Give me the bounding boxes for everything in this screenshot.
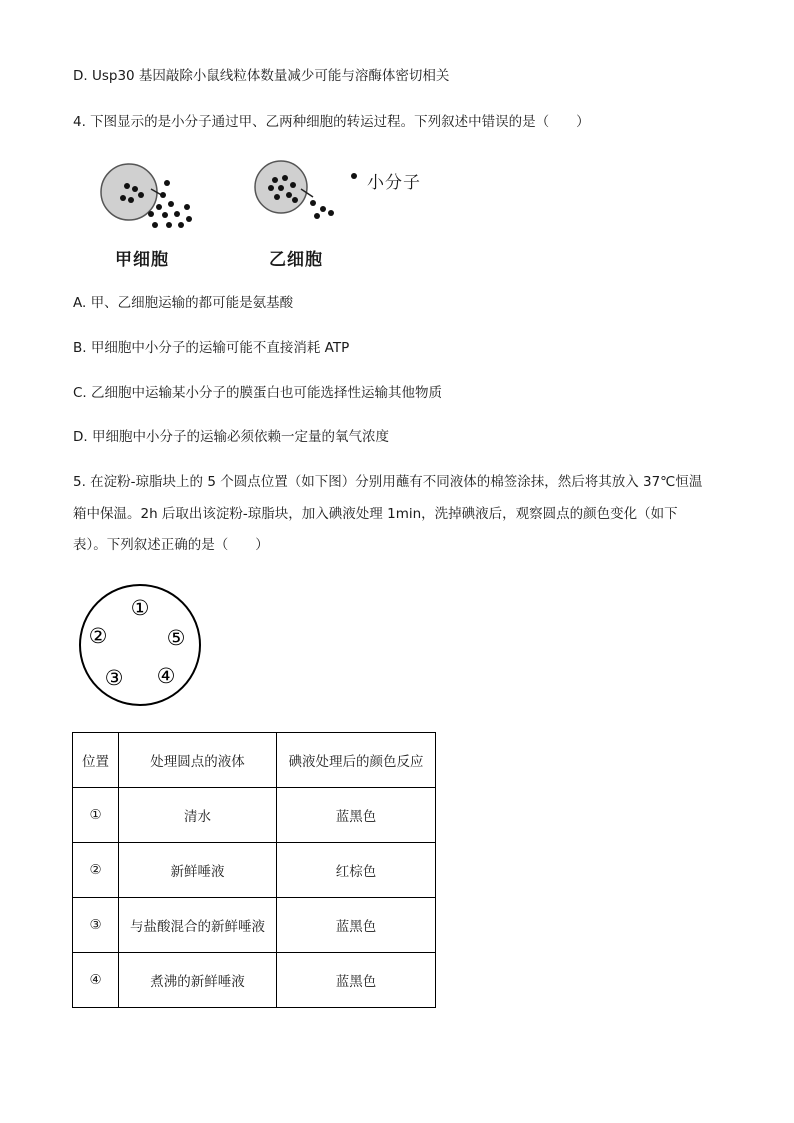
table-row (73, 953, 436, 1008)
table-row (73, 788, 436, 843)
spot-1: ① (130, 596, 150, 620)
q5-stem-line-1: 5. 在淀粉-琼脂块上的 5 个圆点位置（如下图）分别用蘸有不同液体的棉签涂抹，然后将其放入 37℃恒温 (73, 474, 703, 490)
spot-4: ④ (156, 664, 176, 688)
cell-liquid: 与盐酸混合的新鲜唾液 (119, 898, 277, 953)
agar-block-diagram (76, 583, 206, 709)
header-position: 位置 (73, 733, 119, 788)
cell-position: ① (73, 788, 119, 843)
legend-label-small-molecule: 小分子 (367, 173, 421, 193)
table-row (73, 898, 436, 953)
molecule-legend-dot (351, 173, 357, 179)
cell-a (101, 164, 157, 220)
spot-5: ⑤ (166, 626, 186, 650)
results-table (72, 732, 436, 1008)
cell-position: ② (73, 843, 119, 898)
cell-b-label: 乙细胞 (269, 250, 323, 270)
header-liquid: 处理圆点的液体 (119, 733, 277, 788)
spot-2: ② (88, 624, 108, 648)
cell-liquid: 清水 (119, 788, 277, 843)
table-row (73, 843, 436, 898)
cell-liquid: 煮沸的新鲜唾液 (119, 953, 277, 1008)
q4-stem: 4. 下图显示的是小分子通过甲、乙两种细胞的转运过程。下列叙述中错误的是（ ） (73, 114, 590, 130)
q4-option-d: D. 甲细胞中小分子的运输必须依赖一定量的氧气浓度 (73, 429, 389, 445)
cell-position: ③ (73, 898, 119, 953)
q4-option-c: C. 乙细胞中运输某小分子的膜蛋白也可能选择性运输其他物质 (73, 385, 443, 401)
cell-color: 红棕色 (277, 843, 436, 898)
cell-color: 蓝黑色 (277, 898, 436, 953)
q4-figure (95, 155, 455, 275)
cell-color: 蓝黑色 (277, 788, 436, 843)
q3-option-d: D. Usp30 基因敲除小鼠线粒体数量减少可能与溶酶体密切相关 (73, 68, 450, 84)
spot-3: ③ (104, 666, 124, 690)
table-header-row (73, 733, 436, 788)
q5-stem-line-2: 箱中保温。2h 后取出该淀粉-琼脂块，加入碘液处理 1min，洗掉碘液后，观察圆点的颜色变化（如下 (73, 506, 678, 522)
cell-position: ④ (73, 953, 119, 1008)
q4-option-a: A. 甲、乙细胞运输的都可能是氨基酸 (73, 295, 294, 311)
cell-liquid: 新鲜唾液 (119, 843, 277, 898)
q5-stem-line-3: 表）。下列叙述正确的是（ ） (73, 537, 269, 553)
q4-option-b: B. 甲细胞中小分子的运输可能不直接消耗 ATP (73, 340, 350, 356)
header-color-reaction: 碘液处理后的颜色反应 (277, 733, 436, 788)
cell-a-label: 甲细胞 (115, 250, 169, 270)
cell-color: 蓝黑色 (277, 953, 436, 1008)
q5-figure (76, 583, 206, 709)
